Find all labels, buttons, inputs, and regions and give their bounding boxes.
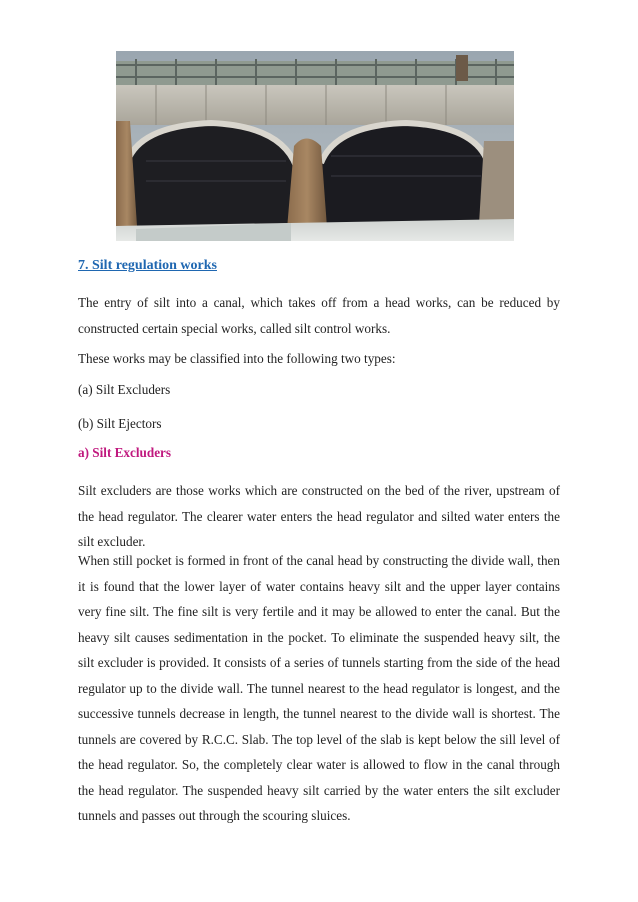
subsection-heading: a) Silt Excluders bbox=[78, 445, 172, 460]
types-intro bbox=[78, 346, 560, 372]
paragraph-1-text: Silt excluders are those works which are constructed on the bed of the river, upstream of the head regulator. The clearer water enters the head regulator and silted water enters the silt excluder. bbox=[78, 483, 560, 549]
type-a: (a) Silt Excluders bbox=[78, 382, 171, 397]
paragraph-2-text: When still pocket is formed in front of the canal head by constructing the divide wall, then it is found that the lower layer of water contains heavy silt and the upper layer contains very fine silt. The fine silt is very fertile and it may be allowed to enter the canal. But the heavy silt causes sedimentation in the pocket. To eliminate the suspended heavy silt, the silt excluder is provided. It consists of a series of tunnels starting from the side of the head regulator up to the divide wall. The tunnel nearest to the head regulator is longest, and the successive tunnels decrease in length, the tunnel nearest to the divide wall is shortest. The tunnels are covered by R.C.C. Slab. The top level of the slab is kept below the sill level of the head regulator. So, the completely clear water is allowed to flow in the canal through the head regulator. The suspended heavy silt carried by the water enters the silt excluder tunnels and passes out through the scouring sluices. bbox=[78, 553, 560, 823]
section-heading: 7. Silt regulation works bbox=[78, 258, 217, 273]
types-intro-text: These works may be classified into the following two types: bbox=[78, 351, 396, 366]
list-item bbox=[78, 377, 560, 403]
paragraph-1 bbox=[78, 478, 560, 555]
head-regulator-photo bbox=[116, 51, 514, 241]
type-b: (b) Silt Ejectors bbox=[78, 416, 162, 431]
intro-text: The entry of silt into a canal, which takes off from a head works, can be reduced by constructed certain special works, called silt control works. bbox=[78, 295, 560, 336]
intro-paragraph bbox=[78, 290, 560, 341]
paragraph-2 bbox=[78, 548, 560, 829]
list-item bbox=[78, 411, 560, 437]
